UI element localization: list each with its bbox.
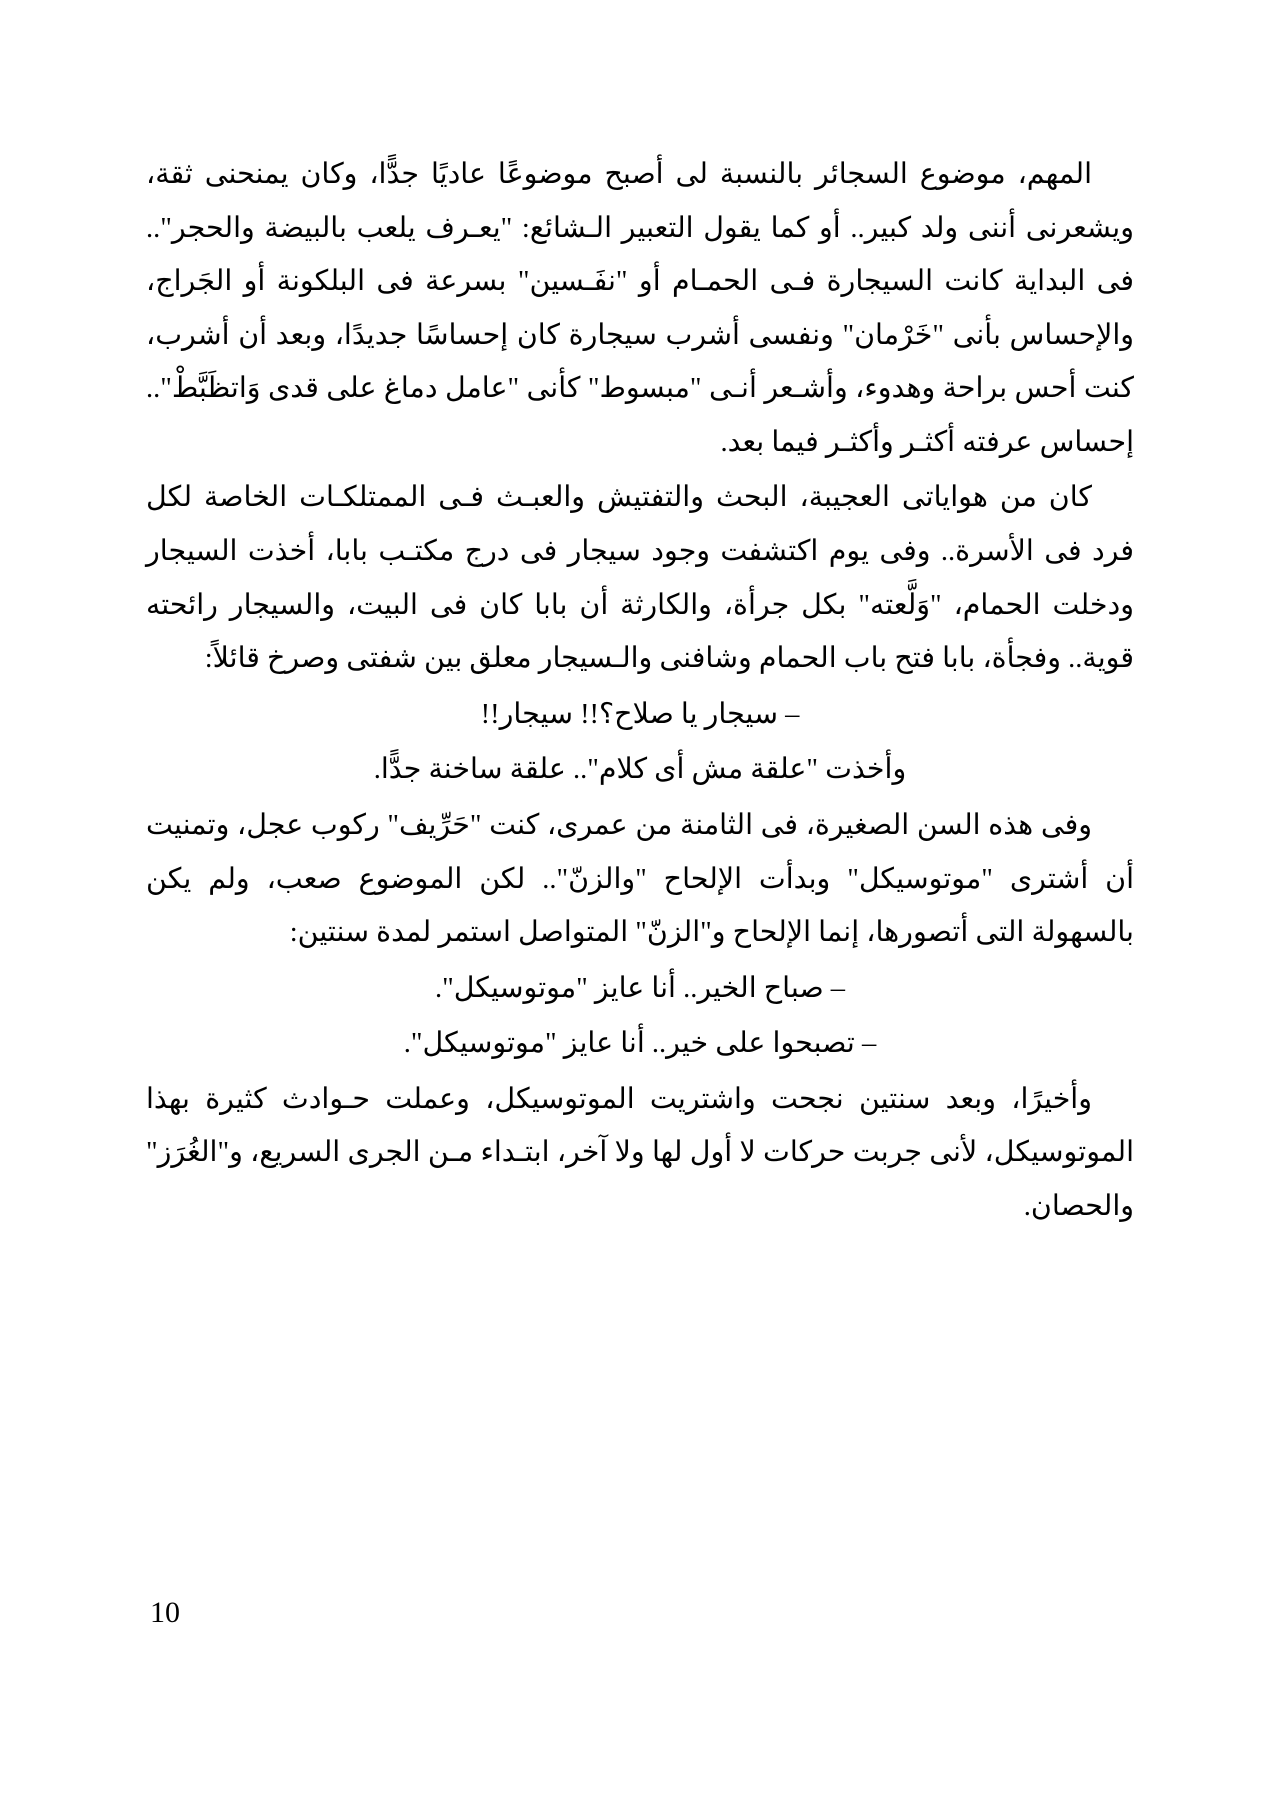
paragraph: وأخيرًا، وبعد سنتين نجحت واشتريت الموتوسيكل، وعملت حـوادث كثيرة بهذا الموتوسيكل، لأنى جربت حركات لا أول لها ولا آخر، ابتـداء مـن الجرى السريع، و"الغُرَز" والحصان. [146,1083,1134,1222]
dialog-line: وأخذت "علقة مش أى كلام".. علقة ساخنة جدًّا. [373,754,907,786]
page-number: 10 [150,1596,180,1629]
page-body-text [146,148,1134,1236]
dialog-line: – صباح الخير.. أنا عايز "موتوسيكل". [434,972,846,1004]
dialog-line: – سيجار يا صلاح؟!! سيجار!! [480,698,800,730]
paragraph: المهم، موضوع السجائر بالنسبة لى أصبح موضوعًا عاديًا جدًّا، وكان يمنحنى ثقة، ويشعرنى أننى ولد كبير.. أو كما يقول التعبير الـشائع: "يعـرف يلعب بالبيضة والحجر".. فى البداية كانت السيجارة فـى الحمـام أو "نفَـسين" بسرعة فى البلكونة أو الجَراج، والإحساس بأنى "خَرْمان" ونفسى أشرب سيجارة كان إحساسًا جديدًا، وبعد أن أشرب، كنت أحس براحة وهدوء، وأشـعر أنـى "مبسوط" كأنى "عامل دماغ على قدى وَاتظَبَّطْ".. إحساس عرفته أكثـر وأكثـر فيما بعد. [146,159,1134,458]
paragraph: كان من هواياتى العجيبة، البحث والتفتيش والعبـث فـى الممتلكـات الخاصة لكل فرد فى الأسرة.. وفى يوم اكتشفت وجود سيجار فى درج مكتـب بابا، أخذت السيجار ودخلت الحمام، "وَلَّعته" بكل جرأة، والكارثة أن بابا كان فى البيت، والسيجار رائحته قوية.. وفجأة، بابا فتح باب الحمام وشافنى والـسيجار معلق بين شفتى وصرخ قائلاً: [146,482,1134,675]
paragraph: وفى هذه السن الصغيرة، فى الثامنة من عمرى، كنت "حَرِّيف" ركوب عجل، وتمنيت أن أشترى "موتوسيكل" وبدأت الإلحاح "والزنّ".. لكن الموضوع صعب، ولم يكن بالسهولة التى أتصورها، إنما الإلحاح و"الزنّ" المتواصل استمر لمدة سنتين: [146,809,1134,949]
dialog-line: – تصبحوا على خير.. أنا عايز "موتوسيكل". [403,1028,877,1060]
